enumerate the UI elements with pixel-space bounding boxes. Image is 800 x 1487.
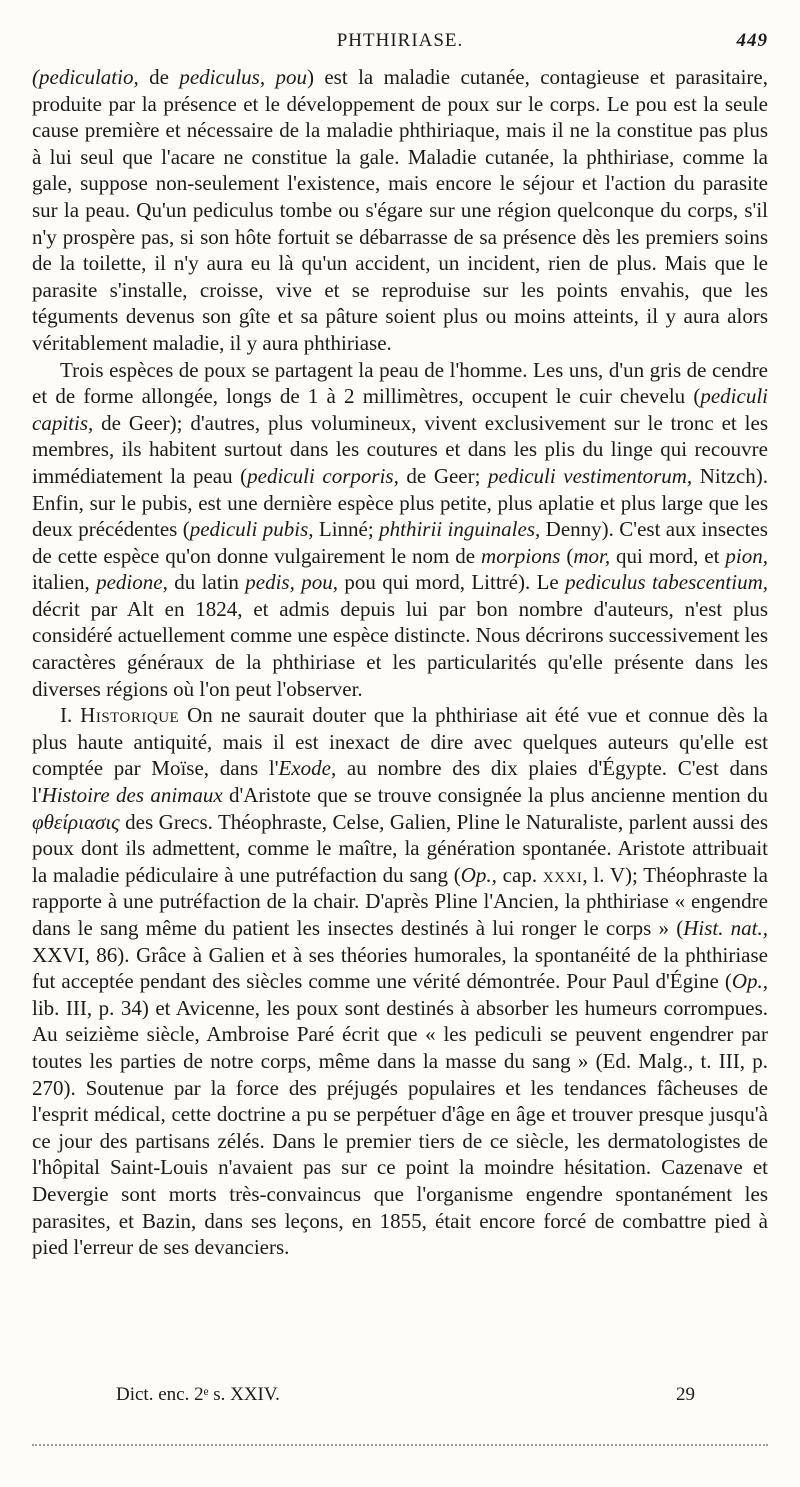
text-run: des Grecs. Théophraste, Celse, Galien, Pline le Naturaliste, parlent aussi des poux dont ils admettent, comme le maître, la génération spontanée. Aristote attribuait la maladie pédiculaire à une putréfaction du sang ( [32, 809, 768, 887]
text-run: décrit par Alt en 1824, et admis depuis lui par bon nombre d'auteurs, n'est plus considéré actuellement comme une espèce distincte. Nous décrirons successivement les caractères généraux de la phthiriase et les particularités qu'elle présente dans les diverses régions où l'on peut l'observer. [32, 596, 768, 701]
small-caps-text: Historique [80, 703, 180, 728]
text-run: Linné; [313, 517, 380, 542]
text-run: XXVI, 86). Grâce à Galien et à ses théories humorales, la spontanéité de la phthiriase fut acceptée pendant des siècles comme une vérité démontrée. Pour Paul d'Égine ( [32, 942, 768, 994]
italic-text: pediculi capitis, [32, 384, 768, 435]
text-run: de Geer; [398, 463, 489, 488]
italic-text: morpions [481, 543, 561, 568]
bottom-dotted-rule [32, 1444, 768, 1448]
italic-text: pediculi vestimentorum, [488, 463, 693, 488]
text-run: de Geer); d'autres, plus volumineux, vivent exclusivement sur le tronc et les membres, ils habitent surtout dans les coutures et dans les plis du linge qui recouvre immédiatement la peau ( [32, 410, 768, 488]
italic-text: pediculus, pou [179, 65, 307, 89]
text-run: Denny). C'est aux insectes de cette espèce qu'on donne vulgairement le nom de [32, 517, 768, 568]
text-run: I. [60, 703, 81, 728]
paragraph [32, 64, 768, 357]
text-run: , l. V); Théophraste la rapporte à une putréfaction de la chair. D'après Pline l'Ancien, la phthiriase « engendre dans le sang même du patient les insectes destinés à lui ronger le corps » ( [32, 862, 768, 940]
italic-text: Exode, [278, 756, 337, 781]
italic-text: pedione, [96, 570, 168, 595]
paragraph [32, 357, 768, 703]
text-run: d'Aristote que se trouve consignée la plus ancienne mention du [222, 783, 768, 808]
text-run: qui mord, et [610, 543, 726, 568]
italic-text: pion, [725, 543, 768, 568]
paragraph [32, 702, 768, 1260]
text-run: italien, [32, 570, 97, 595]
text-run: ) est la maladie cutanée, contagieuse et parasitaire, produite par la présence et le développement de poux sur le corps. Le pou est la seule cause première et nécessaire de la maladie phthiriaque, mais il ne la constitue pas plus à lui seul que l'acare ne constitue la gale. Maladie cutanée, la phthiriase, comme la gale, suppose non-seulement l'existence, mais encore le séjour et l'action du parasite sur la peau. Qu'un pediculus tombe ou s'égare sur une région quelconque du corps, s'il n'y prospère pas, si son hôte fortuit se débarrasse de sa présence dès les premiers soins de la toilette, il n'y aura eu là qu'un accident, un incident, rien de plus. Mais que le parasite s'installe, croisse, vive et se reproduise sur les points envahis, que les téguments devenus son gîte et sa pâture soient plus ou moins atteints, il y aura alors véritablement maladie, il y aura phthiriase. [32, 65, 768, 355]
small-caps-text: xxxi [542, 862, 583, 887]
text-run: Trois espèces de poux se partagent la peau de l'homme. Les uns, d'un gris de cendre et de forme allongée, longs de 1 à 2 millimètres, occupent le cuir chevelu ( [32, 357, 768, 409]
text-run: On ne saurait douter que la phthiriase ait été vue et connue dès la plus haute antiquité, mais il est inexact de dire avec quelques auteurs qu'elle est comptée par Moïse, dans l' [32, 703, 768, 781]
article-body [32, 64, 768, 1261]
italic-text: Op., [731, 969, 768, 994]
italic-text: pediculi corporis, [247, 463, 399, 488]
text-run: Nitzch). Enfin, sur le pubis, est une dernière espèce plus petite, plus aplatie et plus large que les deux précédentes ( [32, 463, 768, 542]
text-run: pou qui mord, Littré). Le [337, 570, 566, 595]
italic-text: Histoire des animaux [41, 783, 223, 808]
signature-line [32, 1384, 768, 1414]
italic-text: pediculus tabescentium, [565, 570, 769, 595]
text-run: cap. [496, 862, 543, 887]
italic-text: pedis, pou, [245, 570, 338, 595]
sheet-number: 29 [676, 1384, 695, 1405]
page-number: 449 [736, 30, 768, 51]
italic-text: φθείριασις [32, 809, 120, 834]
text-run: ( [560, 543, 574, 568]
page-title: PHTHIRIASE. [336, 30, 464, 51]
italic-text: Hist. nat., [683, 916, 768, 940]
text-run: de [138, 65, 180, 89]
italic-text: mor, [573, 543, 611, 568]
italic-text: Op., [460, 862, 497, 887]
italic-text: (pediculatio, [32, 65, 139, 89]
italic-text: pediculi pubis, [189, 517, 314, 542]
running-head [32, 30, 768, 56]
text-run: du latin [167, 570, 246, 595]
text-run: lib. III, p. 34) et Avicenne, les poux sont destinés à absorber les humeurs corrompues. Au seizième siècle, Ambroise Paré écrit que « les pediculi se peuvent engendrer par toutes les parties de notre corps, même dans la masse du sang » (Ed. Malg., t. III, p. 270). Soutenue par la force des préjugés populaires et les tendances fâcheuses de l'esprit médical, cette doctrine a pu se perpétuer d'âge en âge et trouver presque jusqu'à ce jour des partisans zélés. Dans le premier tiers de ce siècle, les dermatologistes de l'hôpital Saint-Louis n'avaient pas sur ce point la moindre hésitation. Cazenave et Devergie sont morts très-convaincus que l'organisme engendre spontanément les parasites, et Bazin, dans ses leçons, en 1855, était encore forcé de combattre pied à pied l'erreur de ses devanciers. [32, 995, 768, 1260]
printer-signature: Dict. enc. 2ᵉ s. XXIV. [116, 1384, 280, 1405]
text-run: au nombre des dix plaies d'Égypte. C'est dans l' [32, 756, 768, 808]
italic-text: phthirii inguinales, [379, 517, 541, 542]
